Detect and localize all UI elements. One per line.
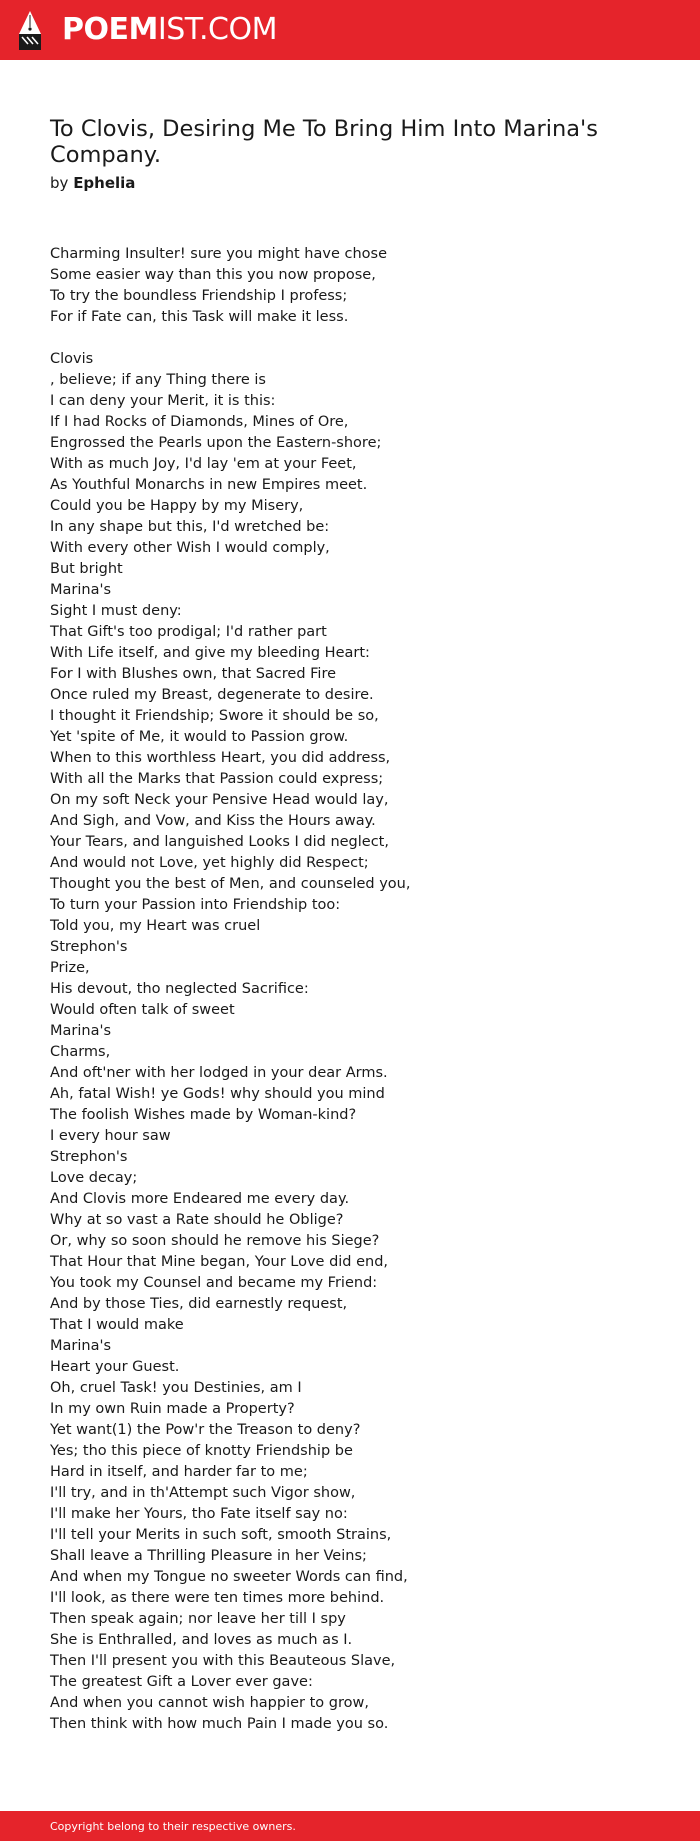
- poem-line: With as much Joy, I'd lay 'em at your Feet,: [50, 456, 357, 472]
- poem-line: She is Enthralled, and loves as much as I.: [50, 1632, 353, 1648]
- poem-line: Then I'll present you with this Beauteous Slave,: [50, 1653, 396, 1669]
- poem-line: I'll look, as there were ten times more behind.: [50, 1590, 385, 1606]
- poem-body: [50, 244, 650, 1735]
- poem-line: That I would make: [50, 1317, 184, 1333]
- poem-line: I'll try, and in th'Attempt such Vigor show,: [50, 1485, 356, 1501]
- poem-line: Why at so vast a Rate should he Oblige?: [50, 1212, 344, 1228]
- poem-line: Prize,: [50, 960, 90, 976]
- poem-line: Strephon's: [50, 1149, 128, 1165]
- poem-line: Then think with how much Pain I made you so.: [50, 1716, 389, 1732]
- poem-line: If I had Rocks of Diamonds, Mines of Ore,: [50, 414, 349, 430]
- copyright-notice: Copyright belong to their respective owners.: [50, 1820, 296, 1833]
- poem-line: Marina's: [50, 1023, 112, 1039]
- poem-line: And by those Ties, did earnestly request,: [50, 1296, 348, 1312]
- poem-line: Yes; tho this piece of knotty Friendship be: [50, 1443, 353, 1459]
- poem-line: The greatest Gift a Lover ever gave:: [50, 1674, 313, 1690]
- poem-line: [50, 328, 650, 349]
- pen-nib-icon: [17, 10, 43, 50]
- poem-title: To Clovis, Desiring Me To Bring Him Into Marina's Company.: [50, 116, 598, 168]
- poem-line: With Life itself, and give my bleeding Heart:: [50, 645, 370, 661]
- poem-line: In my own Ruin made a Property?: [50, 1401, 295, 1417]
- poem-line: You took my Counsel and became my Friend:: [50, 1275, 378, 1291]
- poem-line: With all the Marks that Passion could express;: [50, 771, 384, 787]
- poem-line: Charming Insulter! sure you might have chose: [50, 246, 387, 262]
- poem-line: And Clovis more Endeared me every day.: [50, 1191, 350, 1207]
- brand-name-bold: POEM: [62, 12, 158, 47]
- poem-line: Ah, fatal Wish! ye Gods! why should you mind: [50, 1086, 385, 1102]
- poem-line: Oh, cruel Task! you Destinies, am I: [50, 1380, 302, 1396]
- poem-line: Shall leave a Thrilling Pleasure in her Veins;: [50, 1548, 367, 1564]
- byline: [50, 173, 135, 193]
- poem-line: Sight I must deny:: [50, 603, 182, 619]
- poem-line: Engrossed the Pearls upon the Eastern-shore;: [50, 435, 382, 451]
- poem-line: I thought it Friendship; Swore it should be so,: [50, 708, 379, 724]
- by-label: by: [50, 174, 69, 192]
- poem-line: With every other Wish I would comply,: [50, 540, 330, 556]
- poem-line: Heart your Guest.: [50, 1359, 180, 1375]
- poem-line: And when my Tongue no sweeter Words can find,: [50, 1569, 408, 1585]
- poem-line: In any shape but this, I'd wretched be:: [50, 519, 330, 535]
- poem-line: And Sigh, and Vow, and Kiss the Hours away.: [50, 813, 376, 829]
- poem-line: Would often talk of sweet: [50, 1002, 235, 1018]
- site-footer: [0, 1811, 700, 1841]
- poem-line: Yet want(1) the Pow'r the Treason to deny?: [50, 1422, 361, 1438]
- poem-line: As Youthful Monarchs in new Empires meet.: [50, 477, 368, 493]
- poem-line: For I with Blushes own, that Sacred Fire: [50, 666, 337, 682]
- poem-line: I can deny your Merit, it is this:: [50, 393, 276, 409]
- poem-line: Told you, my Heart was cruel: [50, 918, 261, 934]
- poem-line: On my soft Neck your Pensive Head would lay,: [50, 792, 389, 808]
- poem-line: And when you cannot wish happier to grow,: [50, 1695, 369, 1711]
- poem-line: And would not Love, yet highly did Respect;: [50, 855, 369, 871]
- poem-line: Thought you the best of Men, and counseled you,: [50, 876, 411, 892]
- poem-line: Some easier way than this you now propose,: [50, 267, 376, 283]
- poem-line: His devout, tho neglected Sacrifice:: [50, 981, 309, 997]
- poem-line: I'll tell your Merits in such soft, smooth Strains,: [50, 1527, 392, 1543]
- poem-line: But bright: [50, 561, 123, 577]
- poem-line: Marina's: [50, 1338, 112, 1354]
- poem-line: Yet 'spite of Me, it would to Passion grow.: [50, 729, 349, 745]
- poem-line: Hard in itself, and harder far to me;: [50, 1464, 308, 1480]
- poem-line: Your Tears, and languished Looks I did neglect,: [50, 834, 389, 850]
- poem-line: Strephon's: [50, 939, 128, 955]
- brand-name-light: IST.COM: [157, 12, 277, 47]
- poem-line: That Hour that Mine began, Your Love did end,: [50, 1254, 389, 1270]
- poem-line: The foolish Wishes made by Woman-kind?: [50, 1107, 357, 1123]
- poem-line: To turn your Passion into Friendship too:: [50, 897, 341, 913]
- poem-line: I'll make her Yours, tho Fate itself say no:: [50, 1506, 348, 1522]
- poem-line: To try the boundless Friendship I profess;: [50, 288, 348, 304]
- poem-line: Or, why so soon should he remove his Siege?: [50, 1233, 380, 1249]
- brand-name: [62, 10, 277, 50]
- poem-line: Could you be Happy by my Misery,: [50, 498, 304, 514]
- poem-line: I every hour saw: [50, 1128, 171, 1144]
- poem-line: When to this worthless Heart, you did address,: [50, 750, 391, 766]
- poem-line: , believe; if any Thing there is: [50, 372, 266, 388]
- poem-line: Clovis: [50, 351, 94, 367]
- poem-line: Then speak again; nor leave her till I spy: [50, 1611, 346, 1627]
- author-name[interactable]: Ephelia: [73, 174, 136, 192]
- poem-line: For if Fate can, this Task will make it less.: [50, 309, 349, 325]
- poem-line: Love decay;: [50, 1170, 138, 1186]
- site-header: [0, 0, 700, 60]
- site-logo[interactable]: [17, 10, 277, 50]
- poem-line: That Gift's too prodigal; I'd rather part: [50, 624, 327, 640]
- poem-line: Marina's: [50, 582, 112, 598]
- poem-line: Once ruled my Breast, degenerate to desire.: [50, 687, 374, 703]
- poem-line: And oft'ner with her lodged in your dear Arms.: [50, 1065, 388, 1081]
- poem-line: Charms,: [50, 1044, 111, 1060]
